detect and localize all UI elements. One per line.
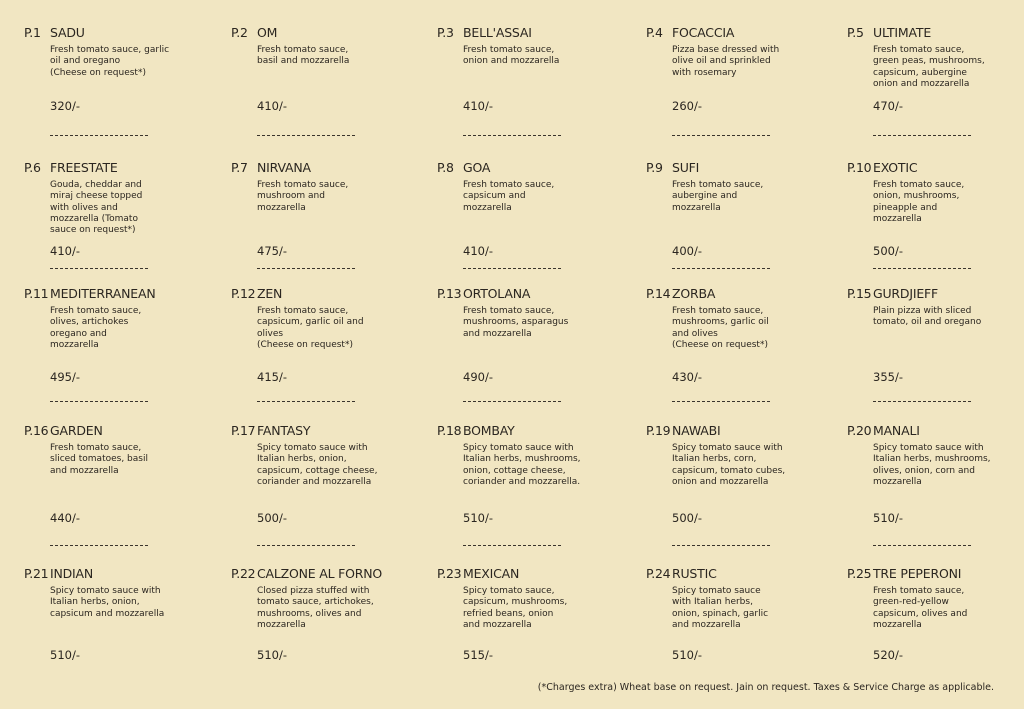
item-description: Fresh tomato sauce, onion, mushrooms, pineapple and mozzarella bbox=[873, 180, 965, 224]
item-divider bbox=[672, 268, 770, 269]
item-code: P.23 bbox=[437, 566, 462, 581]
item-description: Fresh tomato sauce, garlic oil and oregano (Cheese on request*) bbox=[50, 45, 170, 78]
item-name: NIRVANA bbox=[257, 160, 311, 175]
item-description: Plain pizza with sliced tomato, oil and oregano bbox=[873, 306, 982, 328]
item-divider bbox=[672, 135, 770, 136]
item-price: 510/- bbox=[463, 511, 493, 525]
item-description: Fresh tomato sauce, sliced tomatoes, basil and mozzarella bbox=[50, 443, 148, 476]
item-price: 470/- bbox=[873, 99, 903, 113]
item-price: 500/- bbox=[672, 511, 702, 525]
item-name: FANTASY bbox=[257, 423, 311, 438]
item-price: 510/- bbox=[50, 648, 80, 662]
item-divider bbox=[50, 135, 148, 136]
item-price: 515/- bbox=[463, 648, 493, 662]
item-divider bbox=[50, 268, 148, 269]
item-price: 490/- bbox=[463, 370, 493, 384]
item-code: P.7 bbox=[231, 160, 248, 175]
item-description: Spicy tomato sauce with Italian herbs, onion, capsicum and mozzarella bbox=[50, 586, 165, 619]
item-divider bbox=[463, 545, 561, 546]
item-divider bbox=[873, 268, 971, 269]
item-price: 475/- bbox=[257, 244, 287, 258]
item-price: 495/- bbox=[50, 370, 80, 384]
item-code: P.24 bbox=[646, 566, 671, 581]
item-name: RUSTIC bbox=[672, 566, 717, 581]
item-name: GARDEN bbox=[50, 423, 103, 438]
item-divider bbox=[463, 268, 561, 269]
item-name: EXOTIC bbox=[873, 160, 918, 175]
item-name: ZEN bbox=[257, 286, 283, 301]
item-code: P.9 bbox=[646, 160, 663, 175]
item-divider bbox=[50, 545, 148, 546]
item-name: MANALI bbox=[873, 423, 920, 438]
item-code: P.1 bbox=[24, 25, 41, 40]
item-price: 520/- bbox=[873, 648, 903, 662]
item-name: TRE PEPERONI bbox=[873, 566, 962, 581]
item-code: P.19 bbox=[646, 423, 671, 438]
item-price: 500/- bbox=[873, 244, 903, 258]
item-divider bbox=[257, 545, 355, 546]
item-code: P.11 bbox=[24, 286, 49, 301]
item-description: Fresh tomato sauce, onion and mozzarella bbox=[463, 45, 560, 67]
item-name: BOMBAY bbox=[463, 423, 515, 438]
item-price: 260/- bbox=[672, 99, 702, 113]
item-name: MEDITERRANEAN bbox=[50, 286, 156, 301]
item-code: P.4 bbox=[646, 25, 663, 40]
item-divider bbox=[257, 401, 355, 402]
item-code: P.15 bbox=[847, 286, 872, 301]
item-divider bbox=[463, 401, 561, 402]
item-description: Fresh tomato sauce, green-red-yellow capsicum, olives and mozzarella bbox=[873, 586, 968, 630]
item-price: 410/- bbox=[257, 99, 287, 113]
item-code: P.6 bbox=[24, 160, 41, 175]
item-description: Spicy tomato sauce, capsicum, mushrooms, refried beans, onion and mozzarella bbox=[463, 586, 568, 630]
item-description: Fresh tomato sauce, mushrooms, garlic oil and olives (Cheese on request*) bbox=[672, 306, 769, 350]
item-description: Fresh tomato sauce, capsicum, garlic oil and olives (Cheese on request*) bbox=[257, 306, 364, 350]
item-description: Fresh tomato sauce, mushroom and mozzarella bbox=[257, 180, 349, 213]
item-code: P.25 bbox=[847, 566, 872, 581]
item-price: 400/- bbox=[672, 244, 702, 258]
item-divider bbox=[873, 401, 971, 402]
item-divider bbox=[257, 268, 355, 269]
item-name: GURDJIEFF bbox=[873, 286, 938, 301]
menu-footnote: (*Charges extra) Wheat base on request. Jain on request. Taxes & Service Charge as applicable. bbox=[537, 682, 994, 693]
item-price: 510/- bbox=[672, 648, 702, 662]
item-name: INDIAN bbox=[50, 566, 94, 581]
item-divider bbox=[50, 401, 148, 402]
item-code: P.18 bbox=[437, 423, 462, 438]
item-name: ZORBA bbox=[672, 286, 716, 301]
item-name: ORTOLANA bbox=[463, 286, 531, 301]
item-code: P.2 bbox=[231, 25, 248, 40]
item-name: SADU bbox=[50, 25, 85, 40]
item-name: SUFI bbox=[672, 160, 700, 175]
item-description: Spicy tomato sauce with Italian herbs, corn, capsicum, tomato cubes, onion and mozzarella bbox=[672, 443, 786, 487]
item-description: Spicy tomato sauce with Italian herbs, onion, spinach, garlic and mozzarella bbox=[672, 586, 769, 630]
item-code: P.20 bbox=[847, 423, 872, 438]
item-name: CALZONE AL FORNO bbox=[257, 566, 383, 581]
item-price: 510/- bbox=[873, 511, 903, 525]
item-price: 510/- bbox=[257, 648, 287, 662]
item-name: FOCACCIA bbox=[672, 25, 735, 40]
item-price: 410/- bbox=[463, 99, 493, 113]
item-name: BELL'ASSAI bbox=[463, 25, 532, 40]
item-code: P.8 bbox=[437, 160, 454, 175]
item-description: Fresh tomato sauce, mushrooms, asparagus and mozzarella bbox=[463, 306, 569, 339]
item-divider bbox=[257, 135, 355, 136]
item-price: 320/- bbox=[50, 99, 80, 113]
item-code: P.5 bbox=[847, 25, 864, 40]
item-description: Fresh tomato sauce, aubergine and mozzarella bbox=[672, 180, 764, 213]
item-price: 415/- bbox=[257, 370, 287, 384]
item-description: Spicy tomato sauce with Italian herbs, mushrooms, onion, cottage cheese, coriander and mozzarella. bbox=[463, 443, 581, 487]
item-description: Fresh tomato sauce, green peas, mushrooms, capsicum, aubergine onion and mozzarella bbox=[873, 45, 985, 89]
item-code: P.21 bbox=[24, 566, 49, 581]
item-description: Gouda, cheddar and miraj cheese topped with olives and mozzarella (Tomato sauce on request*) bbox=[50, 180, 143, 236]
item-code: P.22 bbox=[231, 566, 256, 581]
item-code: P.16 bbox=[24, 423, 49, 438]
item-description: Fresh tomato sauce, olives, artichokes oregano and mozzarella bbox=[50, 306, 142, 350]
item-name: GOA bbox=[463, 160, 491, 175]
item-name: NAWABI bbox=[672, 423, 721, 438]
item-name: MEXICAN bbox=[463, 566, 520, 581]
item-price: 410/- bbox=[50, 244, 80, 258]
item-name: ULTIMATE bbox=[873, 25, 932, 40]
item-divider bbox=[672, 545, 770, 546]
item-divider bbox=[463, 135, 561, 136]
item-divider bbox=[672, 401, 770, 402]
item-price: 355/- bbox=[873, 370, 903, 384]
item-name: OM bbox=[257, 25, 278, 40]
item-divider bbox=[873, 545, 971, 546]
item-code: P.3 bbox=[437, 25, 454, 40]
item-description: Spicy tomato sauce with Italian herbs, mushrooms, olives, onion, corn and mozzarella bbox=[873, 443, 991, 487]
item-code: P.14 bbox=[646, 286, 671, 301]
item-price: 410/- bbox=[463, 244, 493, 258]
item-price: 430/- bbox=[672, 370, 702, 384]
item-description: Fresh tomato sauce, capsicum and mozzarella bbox=[463, 180, 555, 213]
item-price: 500/- bbox=[257, 511, 287, 525]
item-code: P.13 bbox=[437, 286, 462, 301]
item-description: Closed pizza stuffed with tomato sauce, artichokes, mushrooms, olives and mozzarella bbox=[257, 586, 374, 630]
item-description: Pizza base dressed with olive oil and sprinkled with rosemary bbox=[672, 45, 780, 78]
item-divider bbox=[873, 135, 971, 136]
item-code: P.10 bbox=[847, 160, 872, 175]
item-code: P.12 bbox=[231, 286, 256, 301]
item-code: P.17 bbox=[231, 423, 256, 438]
item-description: Fresh tomato sauce, basil and mozzarella bbox=[257, 45, 350, 67]
item-price: 440/- bbox=[50, 511, 80, 525]
item-description: Spicy tomato sauce with Italian herbs, onion, capsicum, cottage cheese, coriander and mozzarella bbox=[257, 443, 378, 487]
item-name: FREESTATE bbox=[50, 160, 118, 175]
